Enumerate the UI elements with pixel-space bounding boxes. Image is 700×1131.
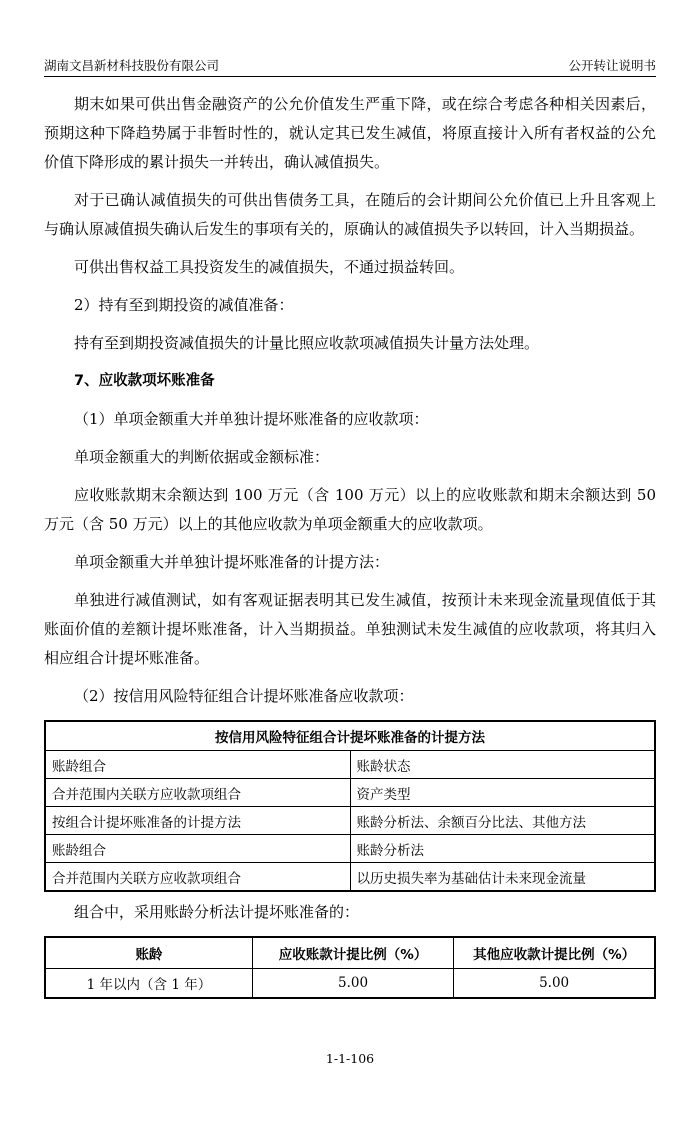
table-row (45, 835, 655, 863)
table-header-row (45, 937, 655, 969)
paragraph: 组合中，采用账龄分析法计提坏账准备的： (74, 903, 360, 921)
paragraph: 单项金额重大并单独计提坏账准备的计提方法： (74, 553, 390, 571)
header-doc-title: 公开转让说明书 (568, 58, 656, 73)
paragraph: 可供出售权益工具投资发生的减值损失，不通过损益转回。 (74, 258, 465, 276)
section-heading: 7、应收款项坏账准备 (74, 373, 215, 389)
table-row (45, 863, 655, 892)
table-row (45, 779, 655, 807)
table-cell: 按组合计提坏账准备的计提方法 (45, 807, 350, 835)
table-row (45, 807, 655, 835)
paragraph: （1）单项金额重大并单独计提坏账准备的应收款项： (74, 410, 429, 428)
table-row (45, 751, 655, 779)
paragraph: 持有至到期投资减值损失的计量比照应收款项减值损失计量方法处理。 (74, 334, 540, 352)
paragraph: （2）按信用风险特征组合计提坏账准备应收款项： (74, 687, 414, 705)
page-number: 1-1-106 (325, 1051, 375, 1066)
table-cell: 资产类型 (350, 779, 655, 807)
table-cell: 账龄组合 (45, 751, 350, 779)
table-cell: 合并范围内关联方应收款项组合 (45, 863, 350, 892)
table-cell: 账龄组合 (45, 835, 350, 863)
table-cell: 以历史损失率为基础估计未来现金流量 (350, 863, 655, 892)
column-header: 应收账款计提比例（%） (252, 937, 453, 969)
page-header (44, 54, 656, 77)
paragraph: 单独进行减值测试，如有客观证据表明其已发生减值，按预计未来现金流量现值低于其账面价值的差额计提坏账准备，计入当期损益。单独测试未发生减值的应收款项，将其归入相应组合计提坏账准备。 (44, 591, 656, 667)
column-header: 账龄 (45, 937, 252, 969)
paragraph: 单项金额重大的判断依据或金额标准： (74, 448, 330, 466)
table-cell: 合并范围内关联方应收款项组合 (45, 779, 350, 807)
aging-ratio-table (44, 936, 656, 999)
paragraph: 应收账款期末余额达到 100 万元（含 100 万元）以上的应收账款和期末余额达到 50 万元（含 50 万元）以上的其他应收款为单项金额重大的应收款项。 (44, 486, 656, 533)
paragraph: 2）持有至到期投资的减值准备： (74, 296, 294, 314)
table-cell: 账龄状态 (350, 751, 655, 779)
header-company: 湖南文昌新材科技股份有限公司 (44, 58, 220, 73)
page-content (44, 90, 656, 999)
table-cell: 账龄分析法、余额百分比法、其他方法 (350, 807, 655, 835)
table-cell: 1 年以内（含 1 年） (45, 969, 252, 999)
table-title: 按信用风险特征组合计提坏账准备的计提方法 (45, 721, 655, 751)
paragraph: 期末如果可供出售金融资产的公允价值发生严重下降，或在综合考虑各种相关因素后，预期这种下降趋势属于非暂时性的，就认定其已发生减值，将原直接计入所有者权益的公允价值下降形成的累计损失一并转出，确认减值损失。 (44, 95, 656, 171)
paragraph: 对于已确认减值损失的可供出售债务工具，在随后的会计期间公允价值已上升且客观上与确认原减值损失确认后发生的事项有关的，原确认的减值损失予以转回，计入当期损益。 (44, 191, 656, 238)
table-row (45, 969, 655, 999)
credit-risk-method-table (44, 720, 656, 892)
table-cell: 账龄分析法 (350, 835, 655, 863)
column-header: 其他应收款计提比例（%） (454, 937, 655, 969)
table-cell: 5.00 (252, 969, 453, 999)
table-cell: 5.00 (454, 969, 655, 999)
